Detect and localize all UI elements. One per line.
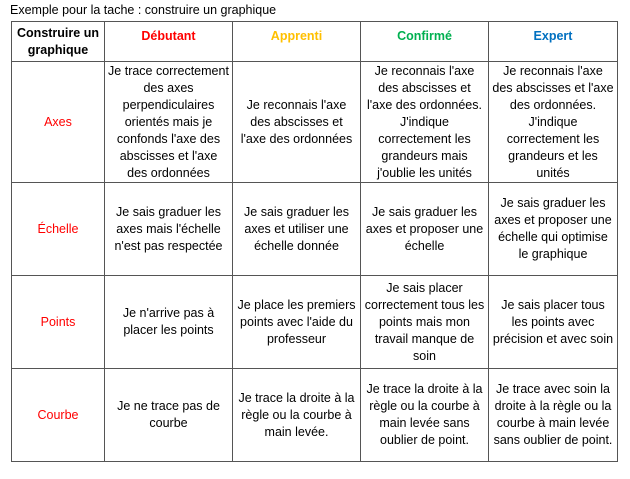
table-cell: Je reconnais l'axe des abscisses et l'axe des ordonnées. J'indique correctement les grandeurs mais j'oublie les unités xyxy=(361,62,489,183)
header-row xyxy=(12,22,618,62)
table-cell: Je sais placer tous les points avec précision et avec soin xyxy=(489,276,618,369)
level-header-apprenti: Apprenti xyxy=(233,22,361,62)
table-cell: Je sais graduer les axes et proposer une échelle xyxy=(361,183,489,276)
level-header-debutant: Débutant xyxy=(105,22,233,62)
table-row-points xyxy=(12,276,618,369)
level-header-expert: Expert xyxy=(489,22,618,62)
row-label-points: Points xyxy=(12,276,105,369)
table-cell: Je place les premiers points avec l'aide du professeur xyxy=(233,276,361,369)
table-cell: Je sais graduer les axes et utiliser une échelle donnée xyxy=(233,183,361,276)
table-row-axes xyxy=(12,62,618,183)
corner-header: Construire un graphique xyxy=(12,22,105,62)
table-cell: Je sais placer correctement tous les points mais mon travail manque de soin xyxy=(361,276,489,369)
table-row-echelle xyxy=(12,183,618,276)
document-caption: Exemple pour la tache : construire un graphique xyxy=(10,3,277,17)
row-label-courbe: Courbe xyxy=(12,369,105,462)
level-header-confirme: Confirmé xyxy=(361,22,489,62)
table-cell: Je reconnais l'axe des abscisses et l'axe des ordonnées xyxy=(233,62,361,183)
table-cell: Je sais graduer les axes mais l'échelle n'est pas respectée xyxy=(105,183,233,276)
rubric-table xyxy=(11,21,618,462)
table-cell: Je trace la droite à la règle ou la courbe à main levée sans oublier de point. xyxy=(361,369,489,462)
row-label-axes: Axes xyxy=(12,62,105,183)
table-cell: Je reconnais l'axe des abscisses et l'axe des ordonnées. J'indique correctement les grandeurs et les unités xyxy=(489,62,618,183)
table-cell: Je trace avec soin la droite à la règle ou la courbe à main levée sans oublier de point. xyxy=(489,369,618,462)
table-row-courbe xyxy=(12,369,618,462)
row-label-echelle: Échelle xyxy=(12,183,105,276)
table-cell: Je trace correctement des axes perpendiculaires orientés mais je confonds l'axe des abscisses et l'axe des ordonnées xyxy=(105,62,233,183)
table-cell: Je n'arrive pas à placer les points xyxy=(105,276,233,369)
table-cell: Je trace la droite à la règle ou la courbe à main levée. xyxy=(233,369,361,462)
table-cell: Je ne trace pas de courbe xyxy=(105,369,233,462)
table-cell: Je sais graduer les axes et proposer une échelle qui optimise le graphique xyxy=(489,183,618,276)
